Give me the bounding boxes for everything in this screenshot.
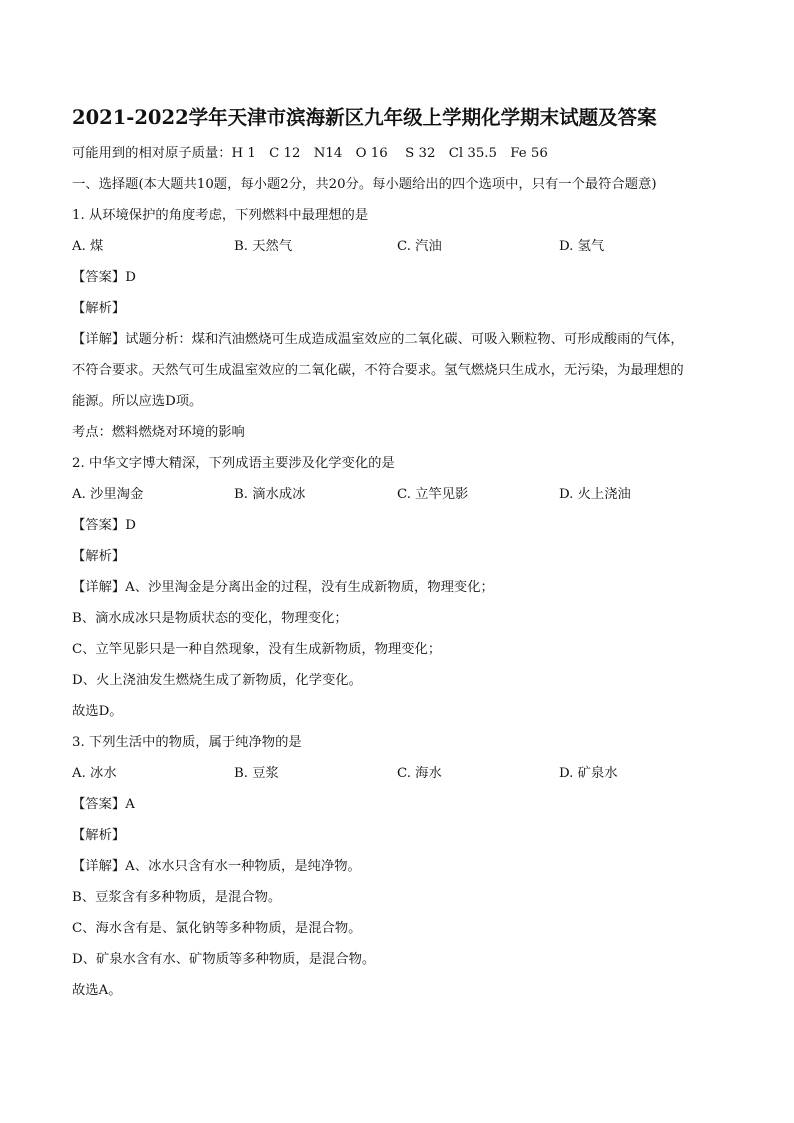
option-a: A. 冰水	[72, 766, 117, 781]
option-d: D. 氢气	[559, 239, 605, 254]
detail-line: 考点：燃料燃烧对环境的影响	[72, 425, 245, 440]
option-d: D. 火上浇油	[559, 487, 631, 502]
detail-line: D、火上浇油发生燃烧生成了新物质，化学变化。	[72, 673, 362, 688]
option-b: B. 滴水成冰	[234, 487, 306, 502]
detail-line: C、立竿见影只是一种自然现象，没有生成新物质，物理变化；	[72, 642, 442, 657]
option-a: A. 煤	[72, 239, 104, 254]
question-stem: 1. 从环境保护的角度考虑，下列燃料中最理想的是	[72, 208, 369, 223]
option-d: D. 矿泉水	[559, 766, 618, 781]
option-c: C. 汽油	[397, 239, 442, 254]
question-options	[72, 479, 732, 510]
detail-line: B、豆浆含有多种物质，是混合物。	[72, 890, 282, 905]
option-c: C. 立竿见影	[397, 487, 469, 502]
answer-value: A	[125, 797, 135, 812]
detail-line: 故选A。	[72, 983, 122, 998]
detail-line: 【详解】A、冰水只含有水一种物质，是纯净物。	[72, 859, 361, 874]
detail-line: 【详解】试题分析：煤和汽油燃烧可生成造成温室效应的二氧化碳、可吸入颗粒物、可形成酸雨的气体，	[72, 332, 684, 347]
analysis-label: 【解析】	[72, 828, 126, 843]
detail-line: 不符合要求。天然气可生成温室效应的二氧化碳，不符合要求。氢气燃烧只生成水，无污染，为最理想的	[72, 363, 684, 378]
question-stem: 2. 中华文字博大精深，下列成语主要涉及化学变化的是	[72, 456, 395, 471]
option-b: B. 豆浆	[234, 766, 279, 781]
question-2	[72, 448, 732, 727]
question-1	[72, 200, 732, 448]
document-title: 2021-2022学年天津市滨海新区九年级上学期化学期末试题及答案	[72, 106, 657, 129]
section-heading: 一、选择题(本大题共10题，每小题2分，共20分。每小题给出的四个选项中，只有一个最符合题意)	[72, 177, 657, 192]
answer-label: 【答案】	[72, 797, 126, 812]
answer-line	[72, 262, 732, 293]
analysis-label: 【解析】	[72, 549, 126, 564]
answer-label: 【答案】	[72, 518, 126, 533]
detail-line: 【详解】A、沙里淘金是分离出金的过程，没有生成新物质，物理变化；	[72, 580, 494, 595]
detail-line: B、滴水成冰只是物质状态的变化，物理变化；	[72, 611, 348, 626]
question-options	[72, 231, 732, 262]
question-3	[72, 727, 732, 1006]
atomic-mass-note: 可能用到的相对原子质量：H 1 C 12 N14 O 16 S 32 Cl 35.5 Fe 56	[72, 146, 548, 161]
detail-line: 故选D。	[72, 704, 123, 719]
detail-line: 能源。所以应选D项。	[72, 394, 203, 409]
detail-line: D、矿泉水含有水、矿物质等多种物质，是混合物。	[72, 952, 376, 967]
answer-value: D	[125, 518, 136, 533]
analysis-label: 【解析】	[72, 301, 126, 316]
option-c: C. 海水	[397, 766, 442, 781]
detail-line: C、海水含有是、氯化钠等多种物质，是混合物。	[72, 921, 362, 936]
option-b: B. 天然气	[234, 239, 293, 254]
document-page	[72, 104, 732, 1006]
question-stem: 3. 下列生活中的物质，属于纯净物的是	[72, 735, 302, 750]
option-a: A. 沙里淘金	[72, 487, 144, 502]
answer-label: 【答案】	[72, 270, 126, 285]
answer-line	[72, 789, 732, 820]
answer-line	[72, 510, 732, 541]
question-options	[72, 758, 732, 789]
answer-value: D	[125, 270, 136, 285]
